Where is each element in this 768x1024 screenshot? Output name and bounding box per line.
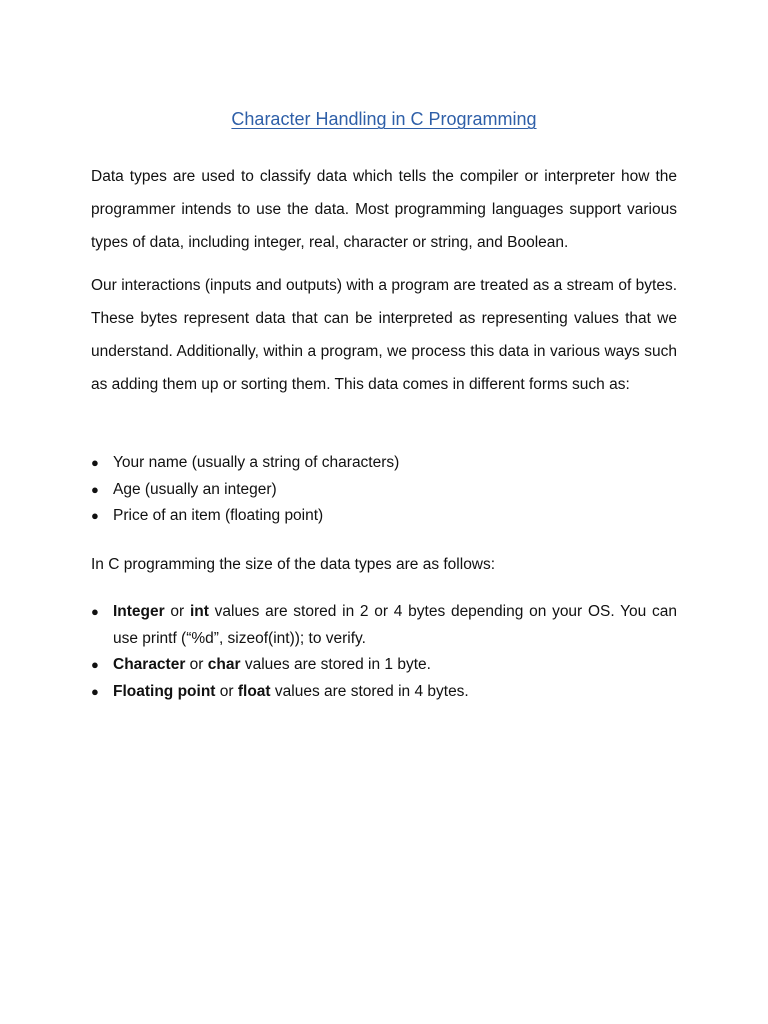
list-item [91,652,677,679]
bullet-icon: ● [91,508,99,523]
list-item-text: Your name (usually a string of characters) [113,454,400,471]
type-keyword: int [189,603,209,620]
interactions-paragraph: Our interactions (inputs and outputs) with a program are treated as a stream of bytes. These bytes represent data that can be interpreted as representing values that we understand. Additionally, within a program, we process this data in various ways such as adding them up or sorting them. This data comes in different forms such as: [91,277,677,393]
list-item [91,599,677,652]
sizes-intro-paragraph: In C programming the size of the data types are as follows: [91,556,496,573]
connector-text: or [215,682,238,700]
type-term: Character [113,656,186,673]
bullet-icon: ● [91,481,99,497]
type-term: Floating point [113,682,216,700]
intro-paragraph: Data types are used to classify data which tells the compiler or interpreter how the programmer intends to use the data. Most programming languages support various types of data, including integer, real, character or string, and Boolean. [91,168,677,251]
list-item-text: Price of an item (floating point) [113,507,324,524]
bullet-icon: ● [91,455,99,470]
list-item-text: Age (usually an integer) [113,480,277,498]
list-item [91,450,677,477]
examples-list [91,450,677,530]
type-keyword: float [237,682,271,700]
bullet-icon: ● [91,657,99,672]
connector-text: or [164,603,190,620]
type-keyword: char [207,656,241,673]
page-title: Character Handling in C Programming [231,109,537,129]
list-item [91,503,677,530]
list-item [91,477,677,504]
list-item [91,679,677,706]
sizes-list [91,599,677,705]
bullet-icon: ● [91,683,99,699]
size-description: values are stored in 1 byte. [240,656,431,673]
size-description: values are stored in 4 bytes. [270,682,469,700]
type-term: Integer [113,603,165,620]
size-description: values are stored in 2 or 4 bytes depending on your OS. You can use printf (“%d”, sizeof(int)); to verify. [113,603,677,647]
connector-text: or [185,656,208,673]
bullet-icon: ● [91,604,99,619]
